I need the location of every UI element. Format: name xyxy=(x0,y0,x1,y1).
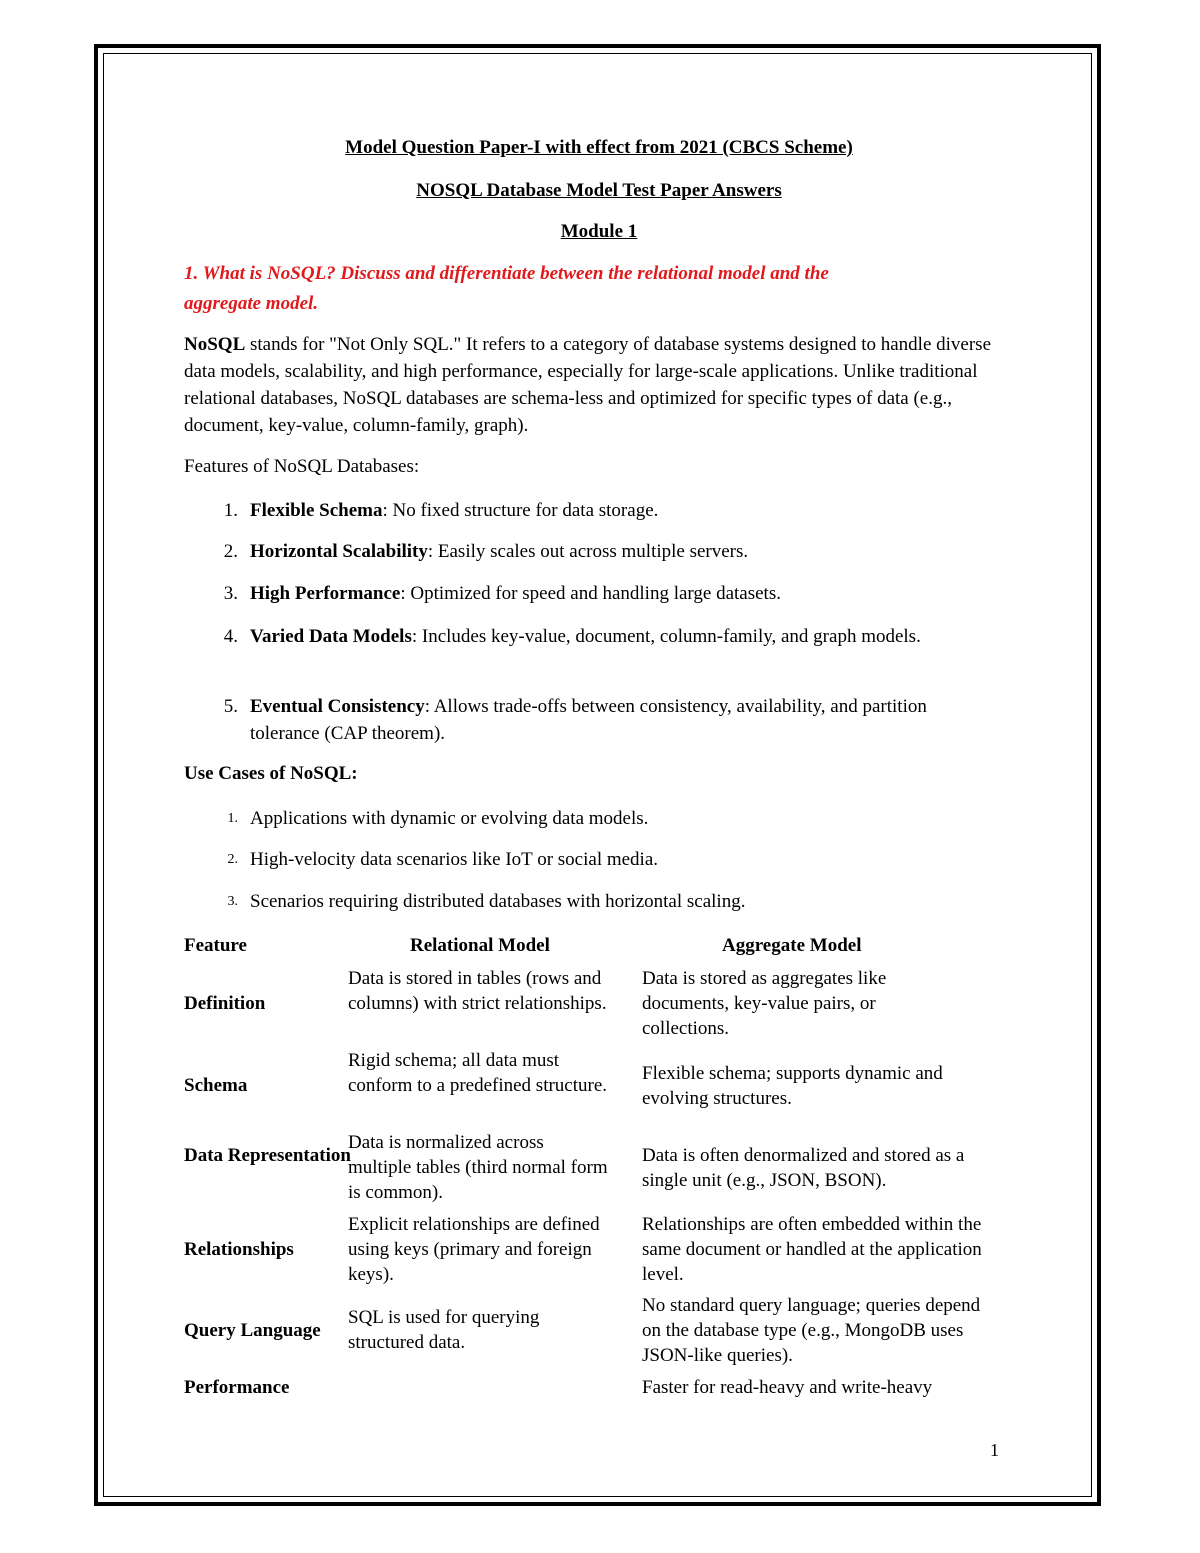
table-cell-relational: Data is stored in tables (rows and columns) with strict relationships. xyxy=(348,968,607,1014)
list-number: 5. xyxy=(223,696,238,717)
list-number: 2. xyxy=(227,852,238,867)
table-header-aggregate: Aggregate Model xyxy=(722,935,862,956)
table-cell-feature: Relationships xyxy=(184,1239,294,1260)
table-cell-relational: Rigid schema; all data must conform to a predefined structure. xyxy=(348,1050,608,1096)
list-number: 4. xyxy=(223,626,238,647)
table-cell-aggregate: Data is stored as aggregates like documents, key-value pairs, or collections. xyxy=(642,968,887,1039)
question-line-1: 1. What is NoSQL? Discuss and differentiate between the relational model and the xyxy=(184,263,829,284)
table-cell-feature: Performance xyxy=(184,1377,290,1398)
intro-paragraph xyxy=(184,331,994,439)
table-cell-relational: Explicit relationships are defined using keys (primary and foreign keys). xyxy=(348,1214,600,1285)
question-1 xyxy=(184,259,1014,319)
table-cell-aggregate: Flexible schema; supports dynamic and evolving structures. xyxy=(642,1063,943,1109)
table-cell-feature: Data Representation xyxy=(184,1145,351,1166)
feature-term: Varied Data Models xyxy=(250,626,412,647)
list-number: 1. xyxy=(223,500,238,521)
intro-term: NoSQL xyxy=(184,334,246,355)
feature-text: : No fixed structure for data storage. xyxy=(382,500,659,521)
page-number: 1 xyxy=(990,1440,999,1460)
feature-term: High Performance xyxy=(250,583,401,604)
list-number: 3. xyxy=(223,583,238,604)
paper-subtitle: NOSQL Database Model Test Paper Answers xyxy=(416,180,782,201)
use-case-text: High-velocity data scenarios like IoT or social media. xyxy=(250,849,659,870)
feature-text: : Includes key-value, document, column-family, and graph models. xyxy=(411,626,921,647)
table-cell-relational: SQL is used for querying structured data. xyxy=(348,1307,540,1353)
paper-title: Model Question Paper-I with effect from 2021 (CBCS Scheme) xyxy=(345,137,853,158)
feature-term: Flexible Schema xyxy=(250,500,383,521)
table-cell-feature: Schema xyxy=(184,1075,248,1096)
question-line-2: aggregate model. xyxy=(184,293,319,314)
table-header-relational: Relational Model xyxy=(410,935,550,956)
list-number: 2. xyxy=(223,541,238,562)
table-cell-relational: Data is normalized across multiple tables (third normal form is common). xyxy=(348,1132,608,1203)
list-number: 1. xyxy=(227,811,238,826)
table-cell-feature: Query Language xyxy=(184,1320,321,1341)
table-cell-aggregate: Faster for read-heavy and write-heavy xyxy=(642,1377,933,1398)
table-header-feature: Feature xyxy=(184,935,247,956)
table-cell-feature: Definition xyxy=(184,993,266,1014)
features-title: Features of NoSQL Databases: xyxy=(184,456,420,477)
use-case-text: Scenarios requiring distributed databases with horizontal scaling. xyxy=(250,891,746,912)
module-heading: Module 1 xyxy=(560,221,638,242)
list-number: 3. xyxy=(227,894,238,909)
feature-term: Eventual Consistency xyxy=(250,696,425,717)
feature-term: Horizontal Scalability xyxy=(250,541,428,562)
use-case-text: Applications with dynamic or evolving data models. xyxy=(250,808,649,829)
feature-text: : Optimized for speed and handling large datasets. xyxy=(400,583,781,604)
table-cell-aggregate: Relationships are often embedded within the same document or handled at the application level. xyxy=(642,1214,982,1285)
table-cell-aggregate: No standard query language; queries depend on the database type (e.g., MongoDB uses JSON-like queries). xyxy=(642,1295,981,1366)
use-cases-title: Use Cases of NoSQL: xyxy=(184,763,358,784)
table-cell-aggregate: Data is often denormalized and stored as a single unit (e.g., JSON, BSON). xyxy=(642,1145,965,1191)
intro-text: stands for "Not Only SQL." It refers to a category of database systems designed to handle diverse data models, scalability, and high performance, especially for large-scale applications. Unlike traditional relational databases, NoSQL databases are schema-less and optimized for specific types of data (e.g., document, key-value, column-family, graph). xyxy=(184,334,992,436)
feature-text: : Easily scales out across multiple servers. xyxy=(427,541,749,562)
feature-text: : Allows trade-offs between consistency, availability, and partition tolerance (CAP theorem). xyxy=(250,696,927,744)
